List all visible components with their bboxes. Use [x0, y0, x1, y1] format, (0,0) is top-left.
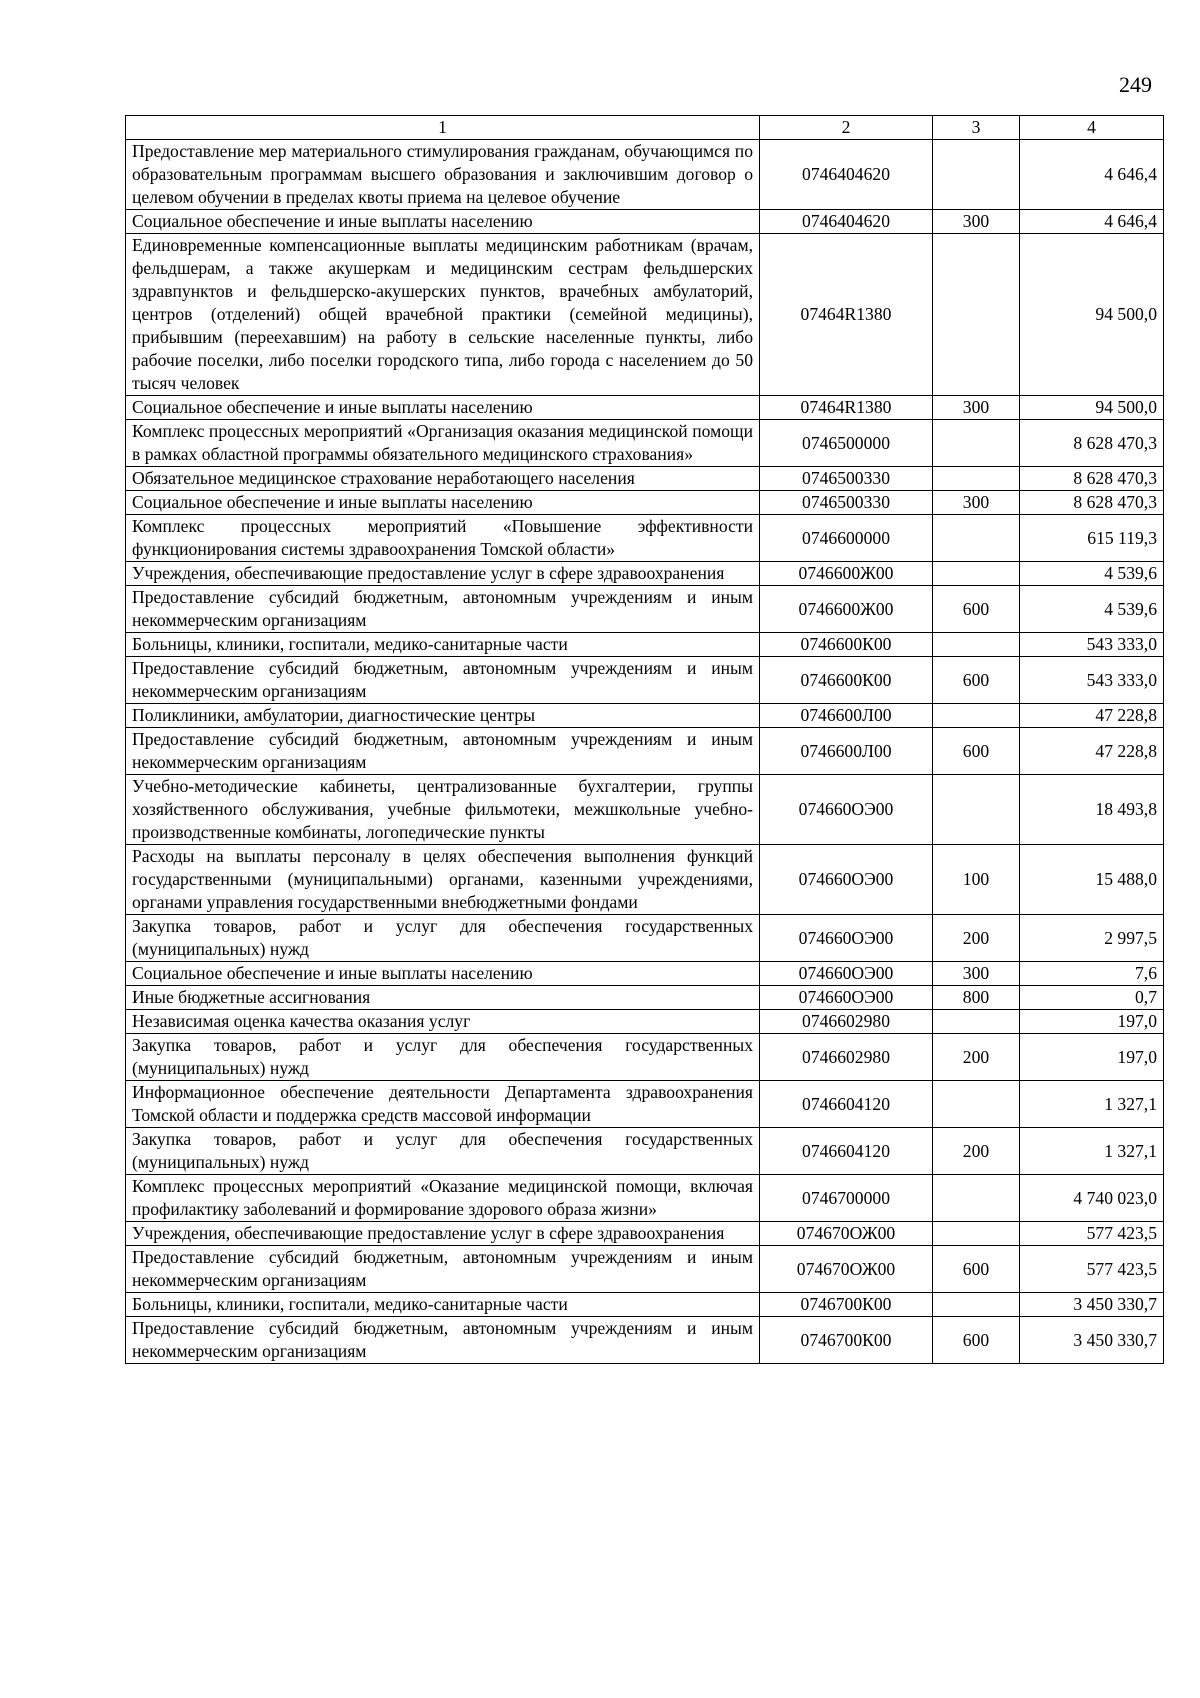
row-name: Комплекс процессных мероприятий «Организация оказания медицинской помощи в рамках областной программы обязательного медицинского страхования» — [126, 420, 760, 467]
row-code: 0746700000 — [760, 1175, 933, 1222]
row-code: 074660ОЭ00 — [760, 986, 933, 1010]
row-code: 0746700К00 — [760, 1293, 933, 1317]
row-code: 0746600Л00 — [760, 704, 933, 728]
row-code: 0746404620 — [760, 210, 933, 234]
table-row — [126, 234, 1164, 396]
row-type — [933, 234, 1020, 396]
row-type: 300 — [933, 396, 1020, 420]
row-amount: 47 228,8 — [1020, 728, 1164, 775]
table-row — [126, 420, 1164, 467]
row-code: 0746602980 — [760, 1010, 933, 1034]
row-type: 600 — [933, 728, 1020, 775]
row-type — [933, 1222, 1020, 1246]
row-amount: 3 450 330,7 — [1020, 1317, 1164, 1364]
row-code: 0746700К00 — [760, 1317, 933, 1364]
table-row — [126, 491, 1164, 515]
row-code: 0746602980 — [760, 1034, 933, 1081]
row-amount: 197,0 — [1020, 1034, 1164, 1081]
table-row — [126, 1317, 1164, 1364]
table-row — [126, 1034, 1164, 1081]
table-row — [126, 728, 1164, 775]
row-code: 074660ОЭ00 — [760, 775, 933, 845]
row-name: Предоставление субсидий бюджетным, автономным учреждениям и иным некоммерческим организациям — [126, 1317, 760, 1364]
row-name: Предоставление субсидий бюджетным, автономным учреждениям и иным некоммерческим организациям — [126, 586, 760, 633]
row-amount: 4 539,6 — [1020, 586, 1164, 633]
header-name: 1 — [126, 116, 760, 140]
row-amount: 47 228,8 — [1020, 704, 1164, 728]
row-name: Независимая оценка качества оказания услуг — [126, 1010, 760, 1034]
row-amount: 1 327,1 — [1020, 1128, 1164, 1175]
row-type: 600 — [933, 586, 1020, 633]
row-amount: 1 327,1 — [1020, 1081, 1164, 1128]
row-name: Информационное обеспечение деятельности Департамента здравоохранения Томской области и поддержка средств массовой информации — [126, 1081, 760, 1128]
row-amount: 18 493,8 — [1020, 775, 1164, 845]
row-name: Больницы, клиники, госпитали, медико-санитарные части — [126, 633, 760, 657]
header-type: 3 — [933, 116, 1020, 140]
row-type — [933, 1010, 1020, 1034]
row-amount: 4 740 023,0 — [1020, 1175, 1164, 1222]
row-type — [933, 467, 1020, 491]
row-name: Социальное обеспечение и иные выплаты населению — [126, 491, 760, 515]
row-amount: 7,6 — [1020, 962, 1164, 986]
row-name: Учреждения, обеспечивающие предоставление услуг в сфере здравоохранения — [126, 562, 760, 586]
page-number: 249 — [1119, 72, 1152, 97]
row-code: 0746500330 — [760, 467, 933, 491]
row-code: 0746600К00 — [760, 657, 933, 704]
row-amount: 94 500,0 — [1020, 234, 1164, 396]
row-name: Социальное обеспечение и иные выплаты населению — [126, 210, 760, 234]
row-type — [933, 140, 1020, 210]
row-amount: 8 628 470,3 — [1020, 420, 1164, 467]
table-row — [126, 657, 1164, 704]
row-type: 800 — [933, 986, 1020, 1010]
row-name: Закупка товаров, работ и услуг для обеспечения государственных (муниципальных) нужд — [126, 1128, 760, 1175]
table-row — [126, 1246, 1164, 1293]
row-name: Предоставление субсидий бюджетным, автономным учреждениям и иным некоммерческим организациям — [126, 657, 760, 704]
row-name: Комплекс процессных мероприятий «Повышение эффективности функционирования системы здравоохранения Томской области» — [126, 515, 760, 562]
row-amount: 15 488,0 — [1020, 845, 1164, 915]
row-type — [933, 633, 1020, 657]
row-code: 0746600Ж00 — [760, 586, 933, 633]
table-row — [126, 467, 1164, 491]
row-type — [933, 1175, 1020, 1222]
row-name: Обязательное медицинское страхование неработающего населения — [126, 467, 760, 491]
row-type: 600 — [933, 657, 1020, 704]
table-row — [126, 1175, 1164, 1222]
row-code: 0746604120 — [760, 1081, 933, 1128]
row-name: Закупка товаров, работ и услуг для обеспечения государственных (муниципальных) нужд — [126, 915, 760, 962]
table-row — [126, 633, 1164, 657]
row-name: Расходы на выплаты персоналу в целях обеспечения выполнения функций государственными (муниципальными) органами, казенными учреждениями, органами управления государственными внебюджетными фондами — [126, 845, 760, 915]
table-row — [126, 396, 1164, 420]
table-row — [126, 1222, 1164, 1246]
row-type — [933, 562, 1020, 586]
row-code: 07464R1380 — [760, 234, 933, 396]
row-amount: 577 423,5 — [1020, 1222, 1164, 1246]
table-row — [126, 562, 1164, 586]
row-type: 200 — [933, 1034, 1020, 1081]
row-name: Учреждения, обеспечивающие предоставление услуг в сфере здравоохранения — [126, 1222, 760, 1246]
table-row — [126, 775, 1164, 845]
budget-table — [125, 115, 1164, 1364]
table-row — [126, 1293, 1164, 1317]
header-amount: 4 — [1020, 116, 1164, 140]
row-amount: 8 628 470,3 — [1020, 467, 1164, 491]
row-name: Учебно-методические кабинеты, централизованные бухгалтерии, группы хозяйственного обслуживания, учебные фильмотеки, межшкольные учебно-производственные комбинаты, логопедические пункты — [126, 775, 760, 845]
row-name: Иные бюджетные ассигнования — [126, 986, 760, 1010]
row-code: 074670ОЖ00 — [760, 1222, 933, 1246]
row-amount: 8 628 470,3 — [1020, 491, 1164, 515]
row-amount: 2 997,5 — [1020, 915, 1164, 962]
row-amount: 577 423,5 — [1020, 1246, 1164, 1293]
row-name: Закупка товаров, работ и услуг для обеспечения государственных (муниципальных) нужд — [126, 1034, 760, 1081]
row-code: 074660ОЭ00 — [760, 845, 933, 915]
row-name: Предоставление мер материального стимулирования гражданам, обучающимся по образовательным программам высшего образования и заключившим договор о целевом обучении в пределах квоты приема на целевое обучение — [126, 140, 760, 210]
table-row — [126, 210, 1164, 234]
table-row — [126, 1010, 1164, 1034]
table-row — [126, 962, 1164, 986]
row-type: 600 — [933, 1246, 1020, 1293]
row-name: Комплекс процессных мероприятий «Оказание медицинской помощи, включая профилактику заболеваний и формирование здорового образа жизни» — [126, 1175, 760, 1222]
row-amount: 0,7 — [1020, 986, 1164, 1010]
row-amount: 4 646,4 — [1020, 140, 1164, 210]
row-type: 300 — [933, 491, 1020, 515]
row-type: 200 — [933, 915, 1020, 962]
row-amount: 543 333,0 — [1020, 633, 1164, 657]
table-body — [126, 140, 1164, 1364]
row-type: 300 — [933, 962, 1020, 986]
row-code: 0746600Ж00 — [760, 562, 933, 586]
row-code: 0746600Л00 — [760, 728, 933, 775]
table-row — [126, 915, 1164, 962]
row-type — [933, 1293, 1020, 1317]
row-type — [933, 775, 1020, 845]
table-row — [126, 986, 1164, 1010]
row-type — [933, 420, 1020, 467]
table-row — [126, 586, 1164, 633]
row-name: Больницы, клиники, госпитали, медико-санитарные части — [126, 1293, 760, 1317]
row-amount: 4 646,4 — [1020, 210, 1164, 234]
row-type — [933, 515, 1020, 562]
row-type: 200 — [933, 1128, 1020, 1175]
row-amount: 4 539,6 — [1020, 562, 1164, 586]
row-code: 07464R1380 — [760, 396, 933, 420]
row-name: Единовременные компенсационные выплаты медицинским работникам (врачам, фельдшерам, а также акушеркам и медицинским сестрам фельдшерских здравпунктов и фельдшерско-акушерских пунктов, врачебных амбулаторий, центров (отделений) общей врачебной практики (семейной медицины), прибывшим (переехавшим) на работу в сельские населенные пункты, либо рабочие поселки, либо поселки городского типа, либо города с населением до 50 тысяч человек — [126, 234, 760, 396]
row-name: Поликлиники, амбулатории, диагностические центры — [126, 704, 760, 728]
row-code: 0746500000 — [760, 420, 933, 467]
row-amount: 197,0 — [1020, 1010, 1164, 1034]
row-code: 0746600000 — [760, 515, 933, 562]
row-name: Предоставление субсидий бюджетным, автономным учреждениям и иным некоммерческим организациям — [126, 728, 760, 775]
row-code: 0746600К00 — [760, 633, 933, 657]
row-code: 074670ОЖ00 — [760, 1246, 933, 1293]
row-type — [933, 1081, 1020, 1128]
table-row — [126, 140, 1164, 210]
row-code: 0746604120 — [760, 1128, 933, 1175]
row-amount: 543 333,0 — [1020, 657, 1164, 704]
row-name: Социальное обеспечение и иные выплаты населению — [126, 396, 760, 420]
table-row — [126, 1081, 1164, 1128]
row-code: 074660ОЭ00 — [760, 962, 933, 986]
row-amount: 615 119,3 — [1020, 515, 1164, 562]
row-name: Предоставление субсидий бюджетным, автономным учреждениям и иным некоммерческим организациям — [126, 1246, 760, 1293]
row-type: 600 — [933, 1317, 1020, 1364]
row-type — [933, 704, 1020, 728]
row-code: 0746500330 — [760, 491, 933, 515]
table-row — [126, 515, 1164, 562]
row-type: 100 — [933, 845, 1020, 915]
row-code: 0746404620 — [760, 140, 933, 210]
header-code: 2 — [760, 116, 933, 140]
row-code: 074660ОЭ00 — [760, 915, 933, 962]
table-header-row — [126, 116, 1164, 140]
table-row — [126, 704, 1164, 728]
table-row — [126, 845, 1164, 915]
row-type: 300 — [933, 210, 1020, 234]
table-row — [126, 1128, 1164, 1175]
row-name: Социальное обеспечение и иные выплаты населению — [126, 962, 760, 986]
row-amount: 3 450 330,7 — [1020, 1293, 1164, 1317]
row-amount: 94 500,0 — [1020, 396, 1164, 420]
